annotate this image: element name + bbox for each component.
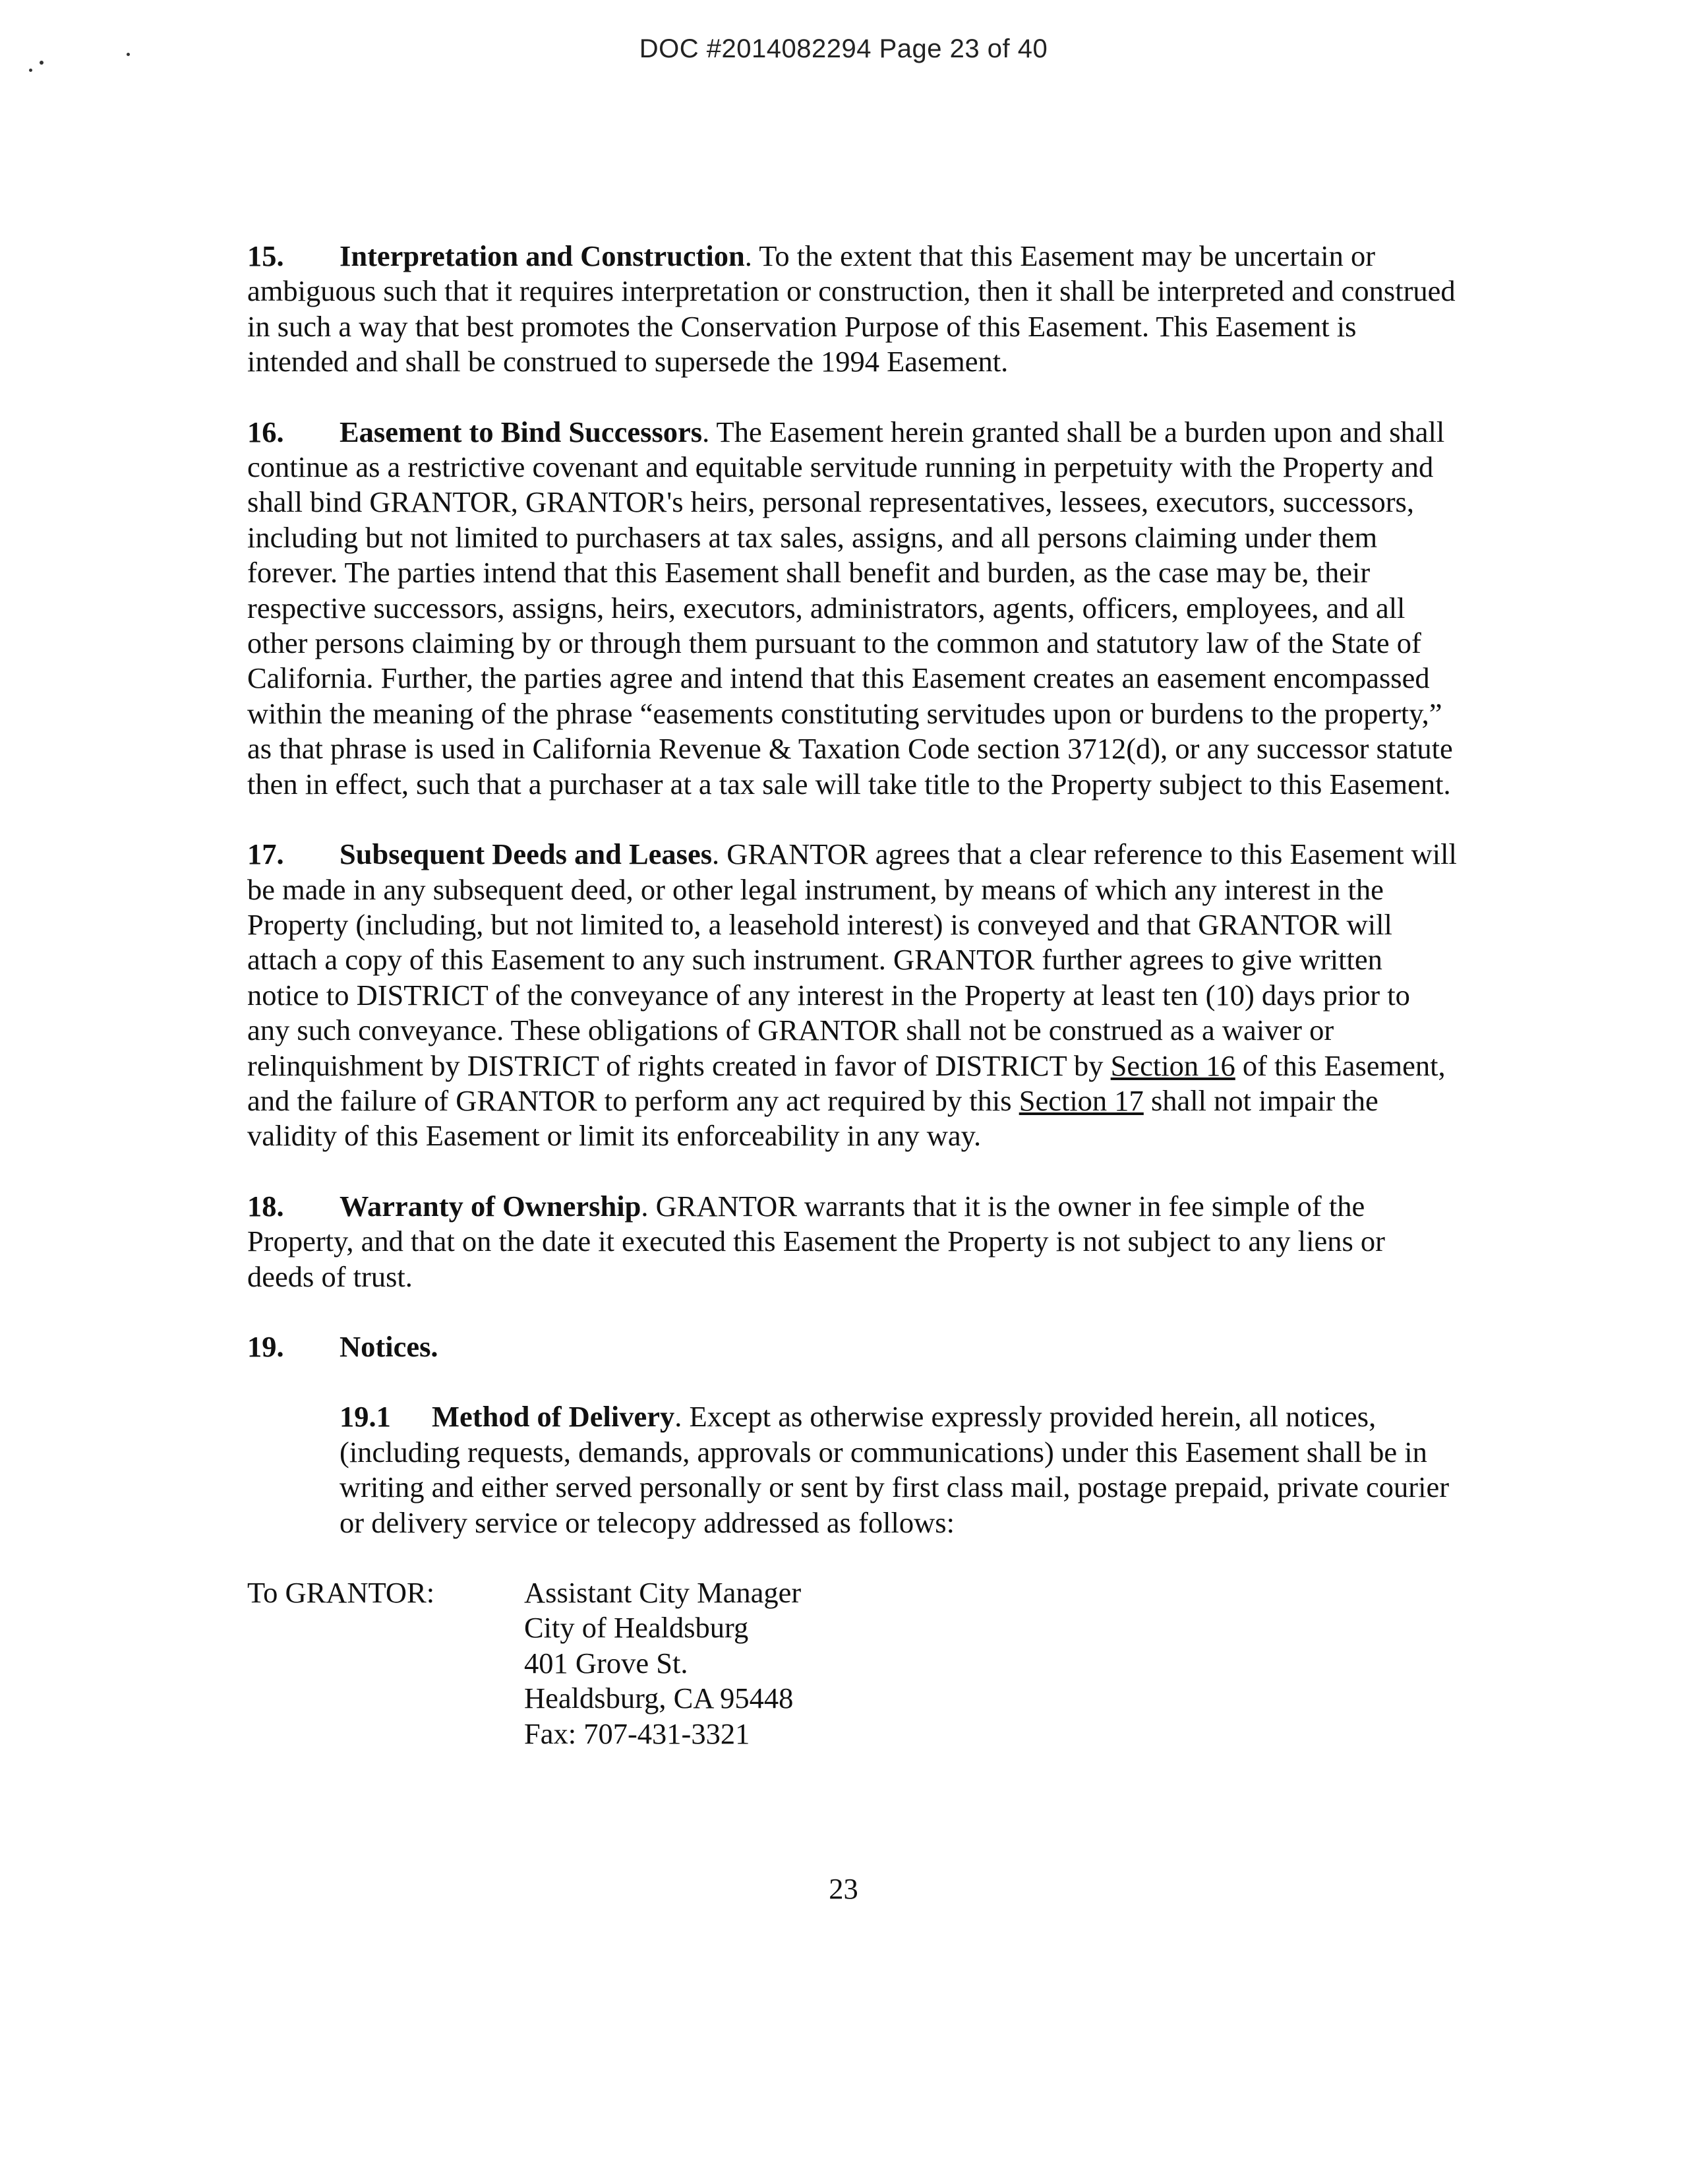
section-body: . GRANTOR warrants that it is the owner in fee simple of the Property, and that on the date it executed this Easement the Property is not subject to any liens or deeds of trust.: [247, 1189, 1386, 1293]
section-number: 19.1: [340, 1400, 391, 1434]
section-title: Easement to Bind Successors: [340, 415, 703, 448]
page-number: 23: [829, 1872, 858, 1905]
section-body: shall not impair the validity of this Easement or limit its enforceability in any way.: [247, 1083, 1378, 1153]
section-title: Warranty of Ownership: [340, 1189, 641, 1223]
address-lines: [524, 1575, 801, 1751]
address-line: City of Healdsburg: [524, 1611, 749, 1645]
section-title: Subsequent Deeds and Leases: [340, 837, 713, 871]
section-body: . GRANTOR agrees that a clear reference to this Easement will be made in any subsequent deed, or other legal instrument, by means of which any interest in the Property (including, but not limited to, a leasehold interest) is conveyed and that GRANTOR will attach a copy of this Easement to any such instrument. GRANTOR further agrees to give written notice to DISTRICT of the conveyance of any interest in the Property at least ten (10) days prior to any such conveyance. These obligations of GRANTOR shall not be construed as a waiver or relinquishment by DISTRICT of rights created in favor of DISTRICT by: [247, 837, 1457, 1082]
address-line: Fax: 707-431-3321: [524, 1716, 750, 1750]
section-body: . To the extent that this Easement may be uncertain or ambiguous such that it requires interpretation or construction, then it shall be interpreted and construed in such a way that best promotes the Conservation Purpose of this Easement. This Easement is intended and shall be construed to supersede the 1994 Easement.: [247, 239, 1456, 379]
section-body: . Except as otherwise expressly provided herein, all notices, (including requests, demands, approvals or communications) under this Easement shall be in writing and either served personally or sent by first class mail, postage prepaid, private courier or delivery service or telecopy addressed as follows:: [340, 1400, 1450, 1539]
address-label: To GRANTOR:: [247, 1576, 435, 1609]
section-number: 17.: [247, 837, 284, 871]
address-line: Healdsburg, CA 95448: [524, 1682, 794, 1715]
section-15: [247, 239, 1457, 380]
section-number: 19.: [247, 1329, 284, 1363]
section-title: Notices.: [340, 1329, 438, 1363]
section-number: 15.: [247, 239, 284, 272]
grantor-address-block: [247, 1575, 1457, 1751]
section-16: [247, 415, 1457, 802]
section-body: . The Easement herein granted shall be a burden upon and shall continue as a restrictive covenant and equitable servitude running in perpetuity with the Property and shall bind GRANTOR, GRANTOR's heirs, personal representatives, lessees, executors, successors, including but not limited to purchasers at tax sales, assigns, and all persons claiming under them forever. The parties intend that this Easement shall benefit and burden, as the case may be, their respective successors, assigns, heirs, executors, administrators, agents, officers, employees, and all other persons claiming by or through them pursuant to the common and statutory law of the State of California. Further, the parties agree and intend that this Easement creates an easement encompassed within the meaning of the phrase “easements constituting servitudes upon or burdens to the property,” as that phrase is used in California Revenue & Taxation Code section 3712(d), or any successor statute then in effect, such that a purchaser at a tax sale will take title to the Property subject to this Easement.: [247, 415, 1453, 801]
section-19-1: [247, 1399, 1457, 1540]
section-18: [247, 1189, 1457, 1294]
section-title: Method of Delivery: [432, 1400, 675, 1434]
scan-speck: [40, 61, 44, 65]
scan-speck: [127, 53, 130, 56]
address-line: Assistant City Manager: [524, 1576, 802, 1609]
section-title: Interpretation and Construction: [340, 239, 745, 272]
scan-speck: [29, 69, 32, 72]
section-number: 16.: [247, 415, 284, 448]
section-body: of this Easement, and the failure of GRANTOR to perform any act required by this: [247, 1048, 1446, 1117]
section-17-reference: Section 17: [1019, 1083, 1144, 1117]
section-19: [247, 1329, 1457, 1364]
section-16-reference: Section 16: [1110, 1048, 1235, 1082]
section-17: [247, 837, 1457, 1154]
address-line: 401 Grove St.: [524, 1646, 688, 1680]
document-body: [247, 239, 1457, 1751]
section-number: 18.: [247, 1189, 284, 1223]
document-header: DOC #2014082294 Page 23 of 40: [639, 34, 1048, 63]
